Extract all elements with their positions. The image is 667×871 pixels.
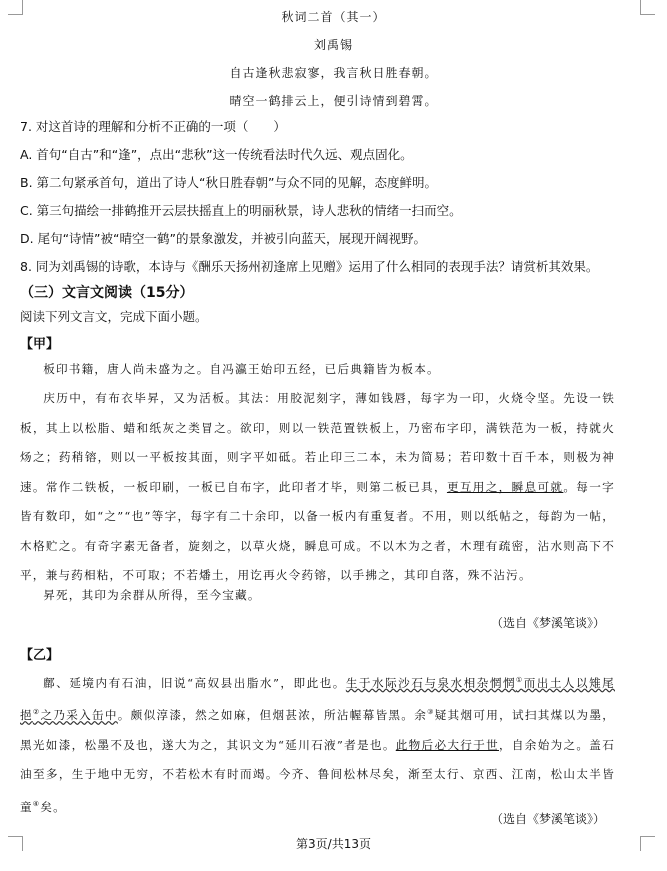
footnote-marker: ② xyxy=(32,708,41,717)
passage-text: 。颇似淳漆，然之如麻，但烟甚浓，所沾幄幕皆黑。余 xyxy=(117,708,428,723)
passage-jia-source: （选自《梦溪笔谈》） xyxy=(490,616,605,630)
footnote-marker: ④ xyxy=(32,799,41,808)
passage-jia-paragraph-2 xyxy=(20,384,615,591)
passage-yi-source: （选自《梦溪笔谈》） xyxy=(490,812,605,826)
poem-author: 刘禹锡 xyxy=(313,38,353,52)
passage-yi-paragraph xyxy=(20,666,615,822)
underlined-sentence: 此物后必大行于世 xyxy=(395,737,499,752)
passage-jia-paragraph-1: 板印书籍，唐人尚未盛为之。自冯瀛王始印五经，已后典籍皆为板本。 xyxy=(43,362,440,376)
question-7-option-a: A. 首句“自古”和“逢”，点出“悲秋”这一传统看法时代久远、观点固化。 xyxy=(20,147,413,162)
wavy-text: 之乃采入缶中 xyxy=(40,708,118,723)
poem-title: 秋词二首（其一） xyxy=(281,10,386,24)
underlined-sentence: 更互用之，瞬息可就 xyxy=(446,479,564,494)
poem-line-1: 自古逢秋悲寂寥，我言秋日胜春朝。 xyxy=(229,66,438,80)
page-number: 第3页/共13页 xyxy=(296,837,371,851)
passage-jia-label: 【甲】 xyxy=(20,337,60,352)
passage-jia-paragraph-3: 昇死，其印为余群从所得，至今宝藏。 xyxy=(43,588,261,602)
passage-text: 庆历中，有布衣毕昇，又为活板。其法：用胶泥刻字，薄如钱唇，每字为一印，火烧令坚。先设一铁板，其上以松脂、蜡和纸灰之类冒之。欲印，则以一铁范置铁板上，乃密布字印，满铁范为一板，持就火炀之；药稍镕，则以一平板按其面，则字平如砥。若止印三二本，未为简易；若印数十百千本，则极为神速。常作二铁板，一板印刷，一板已自布字，此印者才毕，则第二板已具， xyxy=(20,391,615,494)
passage-text: 疑其烟可用，试扫其煤以为墨，黑光如漆，松墨不及也，遂大为之，其识文为“延川石液”者是也。 xyxy=(20,708,615,752)
passage-text: 。每一字皆有数印，如“之”“也”等字，每字有二十余印，以备一板内有重复者。不用，则以纸帖之，每韵为一帖，木格贮之。有奇字素无备者，旋刻之，以草火烧，瞬息可成。不以木为之者，木理有疏密，沾水则高下不平，兼与药相粘，不可取；不若燔土，用讫再火令药镕，以手拂之，其印自落，殊不沾污。 xyxy=(20,479,615,582)
question-7-stem: 7. 对这首诗的理解和分析不正确的一项（ ） xyxy=(20,119,286,134)
passage-text: 鄜、延境内有石油，旧说“高奴县出脂水”，即此也。 xyxy=(43,675,346,690)
question-7-option-b: B. 第二句紧承首句，道出了诗人“秋日胜春朝”与众不同的见解，态度鲜明。 xyxy=(20,175,437,190)
question-8: 8. 同为刘禹锡的诗歌，本诗与《酬乐天扬州初逢席上见赠》运用了什么相同的表现手法？请赏析其效果。 xyxy=(20,259,599,274)
footnote-marker: ① xyxy=(515,676,524,684)
wavy-text: 而出土人以雉尾挹 xyxy=(20,675,615,723)
poem-line-2: 晴空一鹤排云上，便引诗情到碧霄。 xyxy=(229,94,438,108)
passage-text: ，自余始为之。盖石油至多，生于地中无穷，不若松木有时而竭。今齐、鲁间松林尽矣，渐至太行、京西、江南，松山太半皆童 xyxy=(20,737,615,814)
footnote-marker: ③ xyxy=(427,708,435,717)
section-heading: （三）文言文阅读（15分） xyxy=(20,285,194,301)
passage-text: 矣。 xyxy=(40,799,66,814)
passage-yi-label: 【乙】 xyxy=(20,648,60,663)
question-7-option-c: C. 第三句描绘一排鹤推开云层扶摇直上的明丽秋景，诗人悲秋的情绪一扫而空。 xyxy=(20,203,462,218)
question-7-option-d: D. 尾句“诗情”被“晴空一鹤”的景象激发，并被引向蓝天，展现开阔视野。 xyxy=(20,231,426,246)
reading-instruction: 阅读下列文言文，完成下面小题。 xyxy=(20,309,208,324)
wavy-text: 生于水际沙石与泉水相杂惘惘 xyxy=(345,675,516,690)
